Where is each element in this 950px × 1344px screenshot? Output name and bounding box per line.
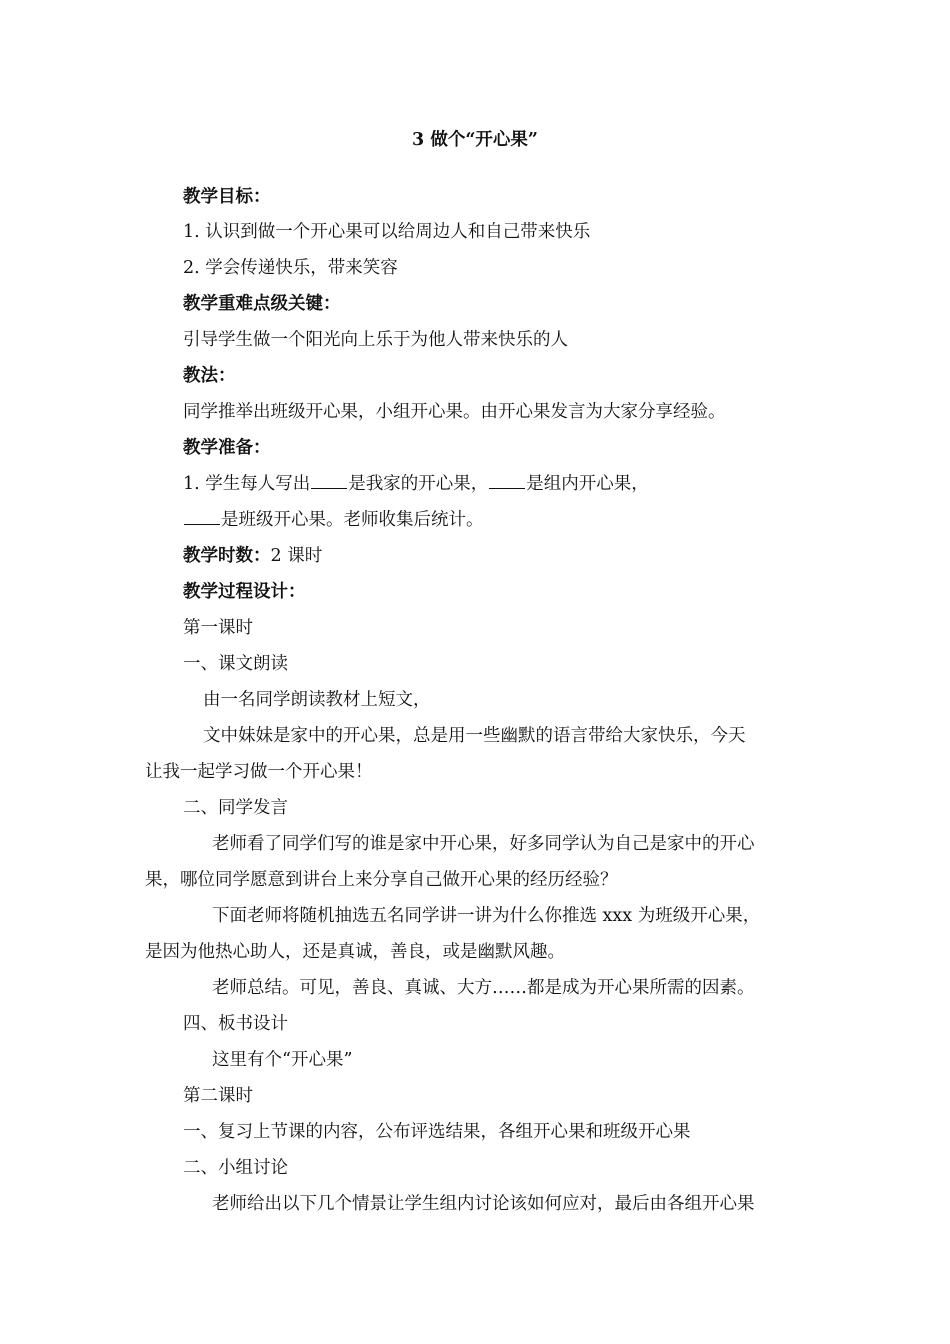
prep-heading: 教学准备： [183,438,271,458]
hours-heading: 教学时数： [183,546,271,566]
prep-line-1-end: 是组内开心果， [526,474,649,494]
goal-item-1: 1. 认识到做一个开心果可以给周边人和自己带来快乐 [183,222,591,242]
lesson-2-step-1: 一、复习上节课的内容，公布评选结果，各组开心果和班级开心果 [183,1122,691,1142]
step-1-paragraph-1: 由一名同学朗读教材上短文， [203,690,431,710]
prep-line-2 [183,508,484,532]
hours-line [183,544,322,568]
step-1-paragraph-2a: 文中妹妹是家中的开心果，总是用一些幽默的语言带给大家快乐，今天 [203,726,746,746]
lesson-1-label: 第一课时 [183,618,253,638]
prep-line-1-middle: 是我家的开心果， [348,474,489,494]
step-2-paragraph-1b: 果，哪位同学愿意到讲台上来分享自己做开心果的经历经验？ [145,870,618,890]
keypoints-heading: 教学重难点级关键： [183,294,341,314]
step-4-paragraph-1: 这里有个“开心果” [212,1050,353,1070]
step-1-paragraph-2b: 让我一起学习做一个开心果！ [145,762,373,782]
keypoints-text: 引导学生做一个阳光向上乐于为他人带来快乐的人 [183,330,568,350]
step-2-paragraph-1a: 老师看了同学们写的谁是家中开心果，好多同学认为自己是家中的开心 [212,834,755,854]
fill-blank [489,472,525,489]
fill-blank [184,508,220,525]
goal-item-2: 2. 学会传递快乐，带来笑容 [183,258,398,278]
step-2-heading: 二、同学发言 [183,798,288,818]
hours-value: 2 课时 [270,546,323,566]
lesson-2-label: 第二课时 [183,1086,253,1106]
fill-blank [311,472,347,489]
step-1-heading: 一、课文朗读 [183,654,288,674]
document-title: 3 做个“开心果” [412,130,538,150]
step-4-heading: 四、板书设计 [183,1014,288,1034]
step-2-paragraph-3: 老师总结。可见，善良、真诚、大方……都是成为开心果所需的因素。 [212,978,755,998]
process-heading: 教学过程设计： [183,582,306,602]
method-text: 同学推举出班级开心果，小组开心果。由开心果发言为大家分享经验。 [183,402,726,422]
prep-line-1-start: 1. 学生每人写出 [183,474,311,494]
lesson-2-step-2: 二、小组讨论 [183,1158,288,1178]
prep-line-2-text: 是班级开心果。老师收集后统计。 [221,510,484,530]
goals-heading: 教学目标： [183,187,271,207]
prep-line-1 [183,472,649,496]
method-heading: 教法： [183,366,236,386]
lesson-2-step-2-paragraph: 老师给出以下几个情景让学生组内讨论该如何应对，最后由各组开心果 [212,1194,755,1214]
step-2-paragraph-2b: 是因为他热心助人，还是真诚，善良，或是幽默风趣。 [145,942,565,962]
step-2-paragraph-2a: 下面老师将随机抽选五名同学讲一讲为什么你推选 xxx 为班级开心果， [212,906,761,926]
